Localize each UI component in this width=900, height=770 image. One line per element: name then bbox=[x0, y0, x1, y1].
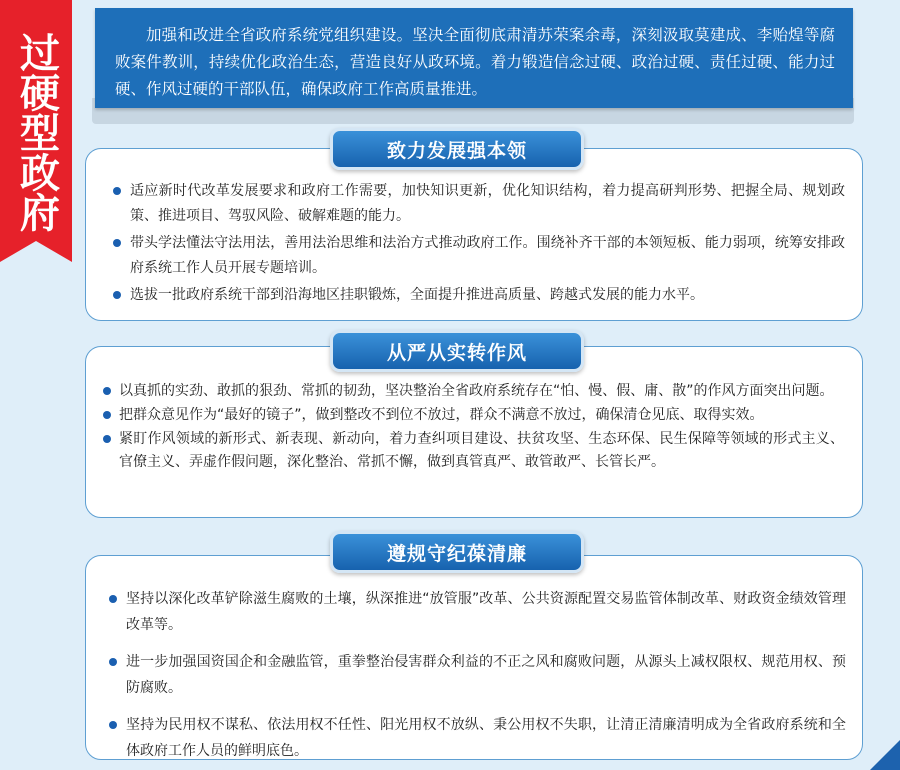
intro-text: 加强和改进全省政府系统党组织建设。坚决全面彻底肃清苏荣案余毒，深刻汲取莫建成、李贻煌等腐败案件教训，持续优化政治生态，营造良好从政环境。着力锻造信念过硬、政治过硬、责任过硬、能力过硬、作风过硬的干部队伍，确保政府工作高质量推进。 bbox=[115, 26, 835, 98]
bullet-dot-icon bbox=[109, 721, 117, 729]
bullet-dot-icon bbox=[113, 291, 121, 299]
list-item: 进一步加强国资国企和金融监管，重拳整治侵害群众利益的不正之风和腐败问题，从源头上减权限权、规范用权、预防腐败。 bbox=[126, 649, 846, 701]
bullet-dot-icon bbox=[103, 411, 111, 419]
bullet-dot-icon bbox=[113, 187, 121, 195]
section-panel-integrity bbox=[85, 555, 863, 760]
section-title-integrity: 遵规守纪葆清廉 bbox=[330, 531, 584, 573]
list-item: 选拔一批政府系统干部到沿海地区挂职锻炼，全面提升推进高质量、跨越式发展的能力水平。 bbox=[130, 283, 845, 308]
list-item: 适应新时代改革发展要求和政府工作需要，加快知识更新，优化知识结构，着力提高研判形势、把握全局、规划政策、推进项目、驾驭风险、破解难题的能力。 bbox=[130, 179, 845, 229]
bullet-dot-icon bbox=[103, 387, 111, 395]
section-title-style: 从严从实转作风 bbox=[330, 330, 584, 372]
side-tab-label: 过硬型政府 bbox=[13, 32, 60, 232]
bullet-dot-icon bbox=[113, 239, 121, 247]
bullet-dot-icon bbox=[109, 595, 117, 603]
bullet-dot-icon bbox=[109, 658, 117, 666]
section-panel-ability bbox=[85, 148, 863, 321]
section-title-ability: 致力发展强本领 bbox=[330, 128, 584, 170]
section-list bbox=[130, 179, 845, 308]
intro-banner bbox=[95, 8, 853, 108]
corner-triangle-icon bbox=[870, 740, 900, 770]
list-item: 坚持为民用权不谋私、依法用权不任性、阳光用权不放纵、秉公用权不失职，让清正清廉清明成为全省政府系统和全体政府工作人员的鲜明底色。 bbox=[126, 712, 846, 764]
list-item: 把群众意见作为“最好的镜子”，做到整改不到位不放过，群众不满意不放过，确保清仓见底、取得实效。 bbox=[119, 404, 844, 427]
list-item: 以真抓的实劲、敢抓的狠劲、常抓的韧劲，坚决整治全省政府系统存在“怕、慢、假、庸、散”的作风方面突出问题。 bbox=[119, 380, 844, 403]
section-list bbox=[126, 586, 846, 764]
list-item: 带头学法懂法守法用法，善用法治思维和法治方式推动政府工作。围绕补齐干部的本领短板、能力弱项，统筹安排政府系统工作人员开展专题培训。 bbox=[130, 231, 845, 281]
section-list bbox=[119, 380, 844, 474]
list-item: 紧盯作风领域的新形式、新表现、新动向，着力查纠项目建设、扶贫攻坚、生态环保、民生保障等领域的形式主义、官僚主义、弄虚作假问题，深化整治、常抓不懈，做到真管真严、敢管敢严、长管长严。 bbox=[119, 428, 844, 474]
bullet-dot-icon bbox=[103, 435, 111, 443]
list-item: 坚持以深化改革铲除滋生腐败的土壤，纵深推进“放管服”改革、公共资源配置交易监管体制改革、财政资金绩效管理改革等。 bbox=[126, 586, 846, 638]
